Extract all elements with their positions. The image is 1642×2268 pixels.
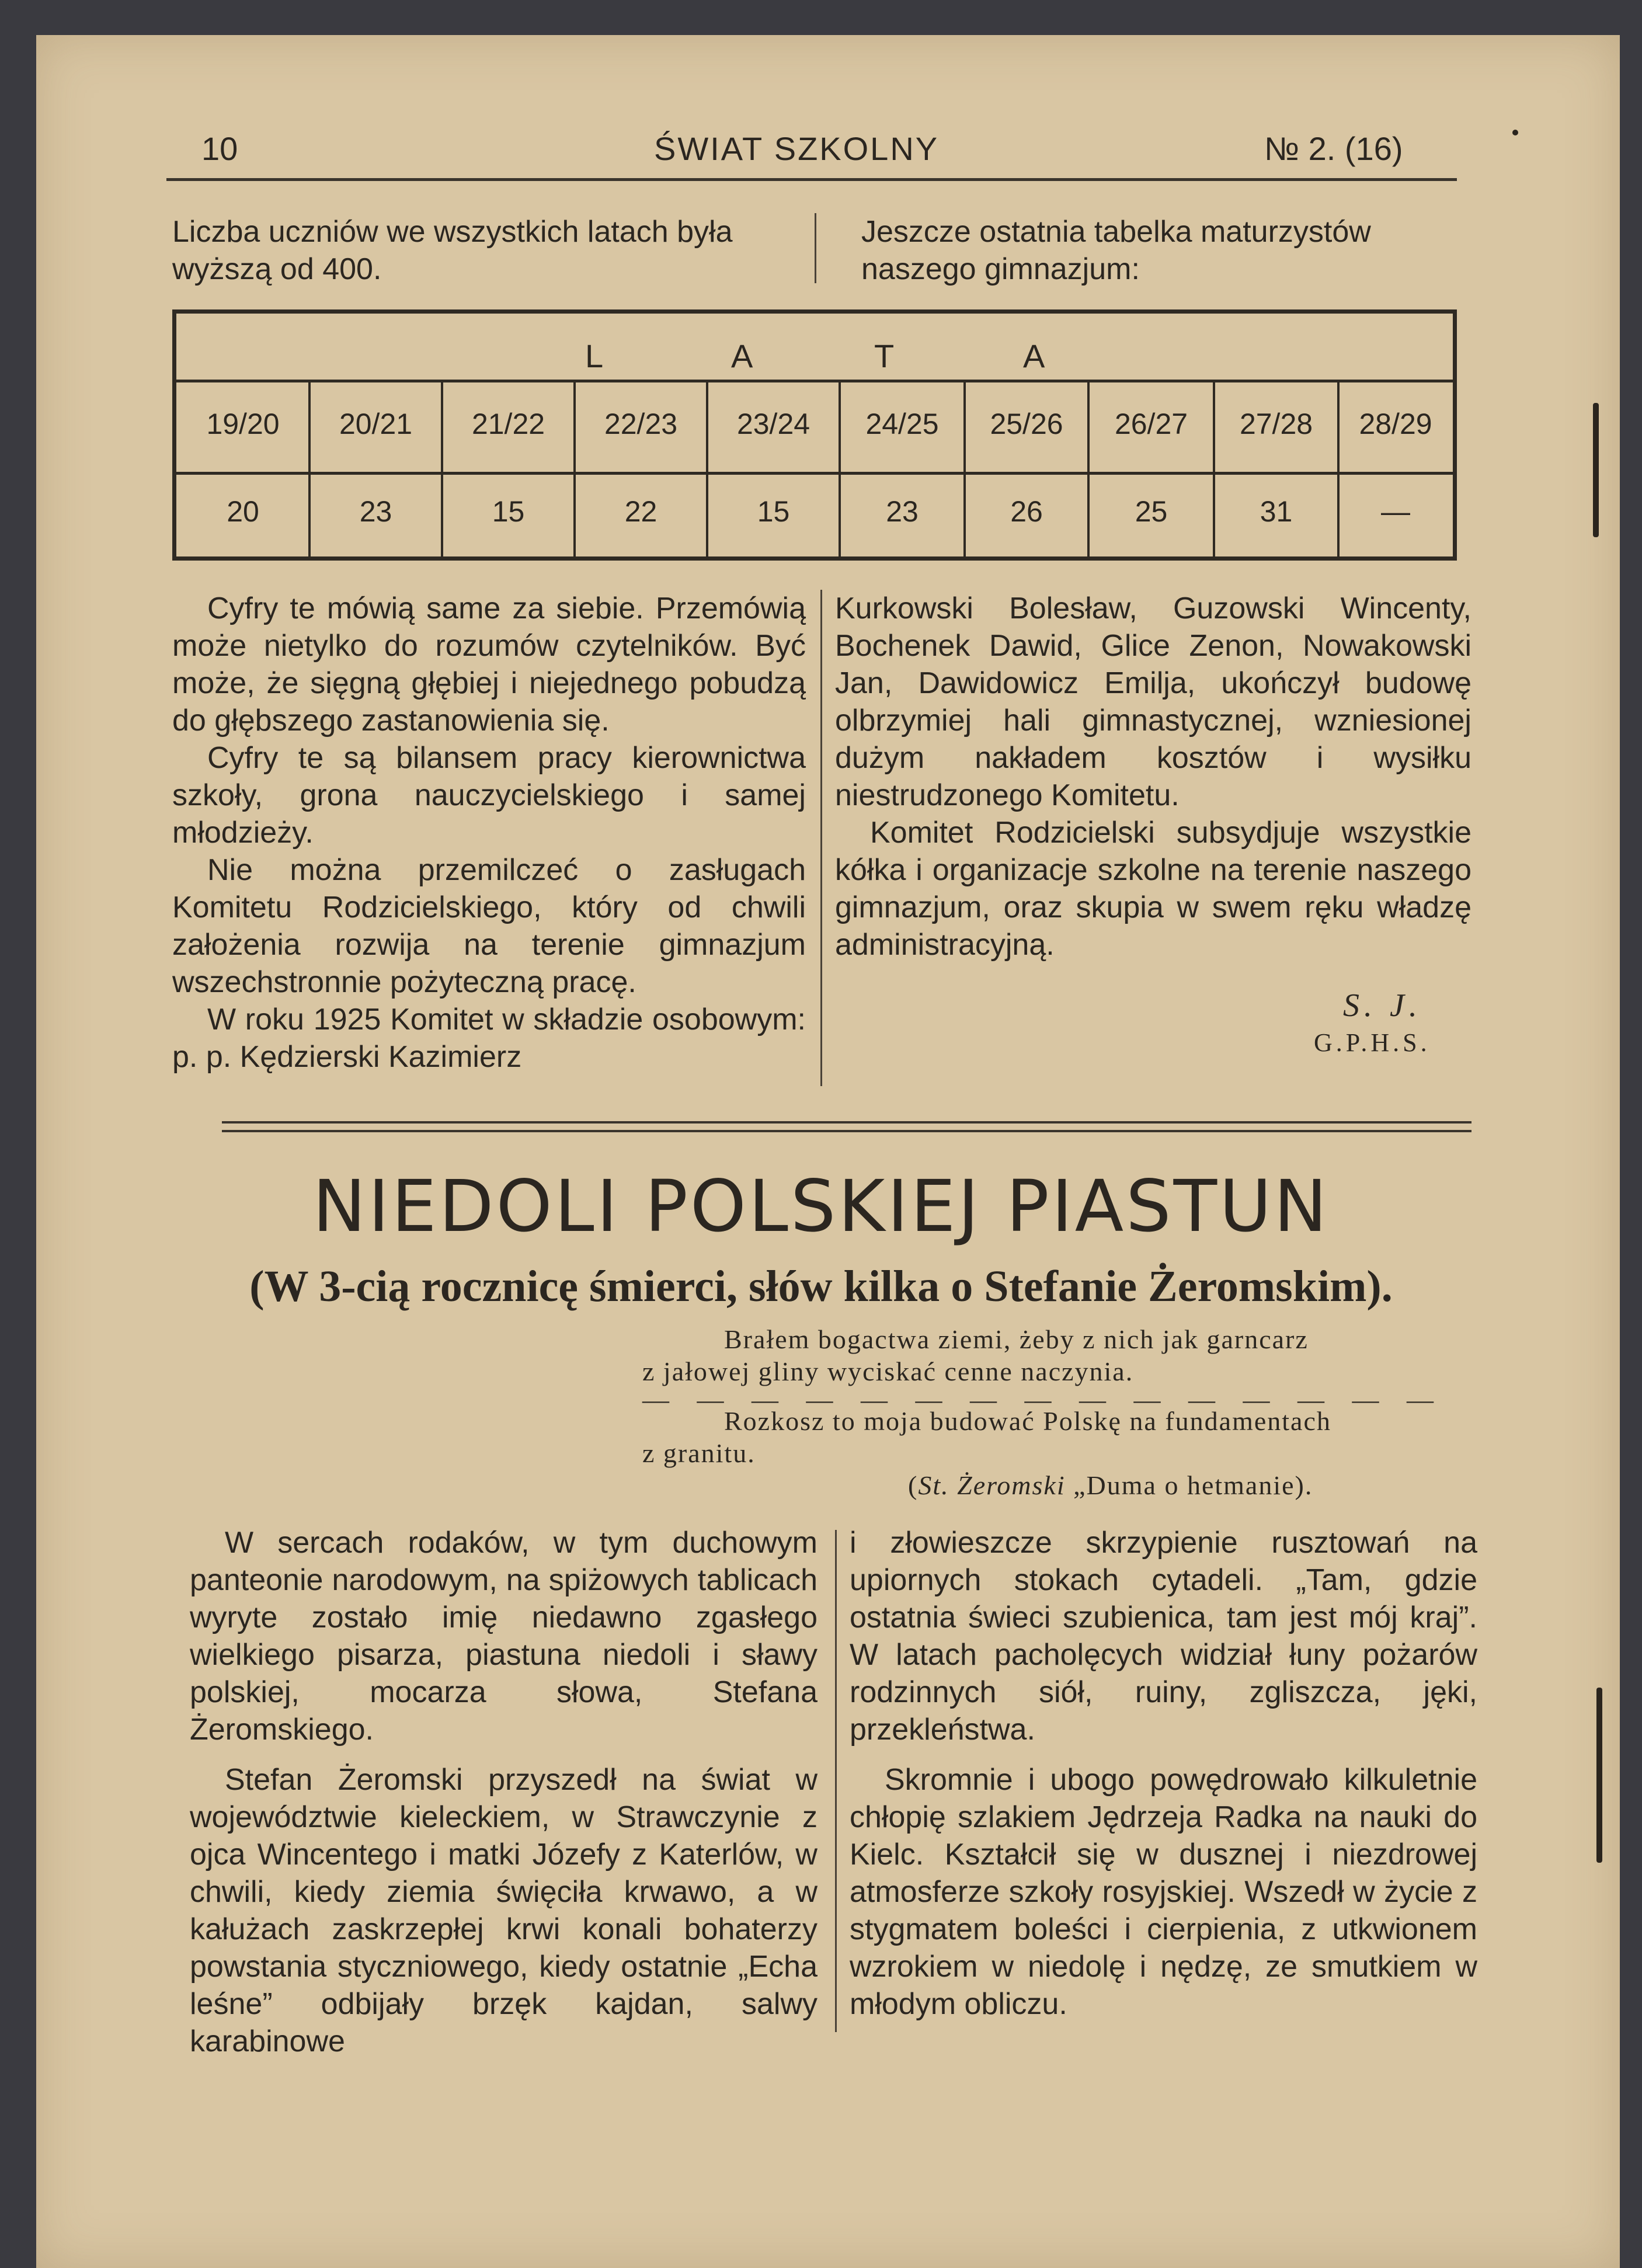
table-column-rule	[1087, 380, 1090, 556]
article-left-column	[190, 1524, 817, 2060]
count-cell: 22	[624, 495, 658, 528]
paragraph: Nie można przemilczeć o zasługach Komitetu Rodzicielskiego, który od chwili założenia rozwija na terenie gimnazjum wszechstronnie pożyteczną pracę.	[172, 853, 806, 999]
table-column-rule	[308, 380, 311, 556]
count-cell: 23	[359, 495, 392, 528]
count-cell: 20	[227, 495, 259, 528]
intro-left: Liczba uczniów we wszystkich latach była wyższą od 400.	[172, 215, 733, 286]
column-divider	[835, 1530, 837, 2032]
section-rule	[222, 1121, 1471, 1123]
ink-speck	[1512, 130, 1518, 135]
column-divider	[820, 590, 822, 1086]
count-cell: 15	[757, 495, 790, 528]
count-cell: 23	[886, 495, 919, 528]
epigraph-line: Rozkosz to moja budować Polskę na fundamentach	[724, 1406, 1331, 1436]
year-cell: 27/28	[1239, 408, 1313, 440]
epigraph-line: z jałowej gliny wyciskać cenne naczynia.	[642, 1356, 1134, 1386]
table-rule	[176, 380, 1453, 382]
right-column	[835, 590, 1471, 963]
article-right-column	[850, 1524, 1477, 2023]
graduates-table	[172, 309, 1457, 561]
year-cell: 23/24	[736, 408, 810, 440]
issue-number: № 2. (16)	[1264, 130, 1403, 167]
paragraph: Stefan Żeromski przyszedł na świat w województwie kieleckiem, w Strawczynie z ojca Wincentego i matki Józefy z Katerlów, w chwili, kiedy ziemia święciła krwawo, a w kałużach zaskrzepłej krwi konali bohaterzy powstania styczniowego, kiedy ostatnie „Echa leśne” odbijały brzęk kajdan, salwy karabinowe	[190, 1763, 817, 2058]
year-cell: 28/29	[1359, 408, 1432, 440]
count-cell: 15	[492, 495, 525, 528]
paragraph: W sercach rodaków, w tym duchowym panteonie narodowym, na spiżowych tablicach wyryte zostało imię niedawno zgasłego wielkiego pisarza, piastuna niedoli i sławy polskiej, mocarza słowa, Stefana Żeromskiego.	[190, 1526, 817, 1747]
count-cell: 26	[1010, 495, 1043, 528]
table-column-rule	[1337, 380, 1340, 556]
intro-divider	[815, 213, 816, 283]
article-title: NIEDOLI POLSKIEJ PIASTUN	[312, 1165, 1330, 1248]
heading-letter: A	[731, 338, 754, 374]
table-column-rule	[1213, 380, 1215, 556]
organization: G.P.H.S.	[1314, 1028, 1431, 1057]
heading-letter: L	[585, 338, 605, 374]
table-column-rule	[839, 380, 841, 556]
left-column	[172, 590, 806, 1076]
table-column-rule	[963, 380, 966, 556]
year-cell: 24/25	[865, 408, 939, 440]
table-column-rule	[706, 380, 708, 556]
year-cell: 25/26	[990, 408, 1063, 440]
binding-thread	[1593, 403, 1599, 537]
epigraph-line: Brałem bogactwa ziemi, żeby z nich jak garncarz	[724, 1324, 1309, 1354]
year-cell: 26/27	[1114, 408, 1188, 440]
journal-title: ŚWIAT SZKOLNY	[654, 130, 940, 167]
paragraph: Komitet Rodzicielski subsydjuje wszystkie kółka i organizacje szkolne na terenie naszego gimnazjum, oraz skupia w swem ręku władzę administracyjną.	[835, 816, 1471, 962]
article-subtitle: (W 3-cią rocznicę śmierci, słów kilka o Stefanie Żeromskim).	[249, 1262, 1393, 1311]
paragraph: i złowieszcze skrzypienie rusztowań na upiornych stokach cytadeli. „Tam, gdzie ostatnia świeci szubienica, tam jest mój kraj”. W latach pacholęcych widział łuny pożarów rodzinnych siół, ruiny, zgliszcza, jęki, przekleństwa.	[850, 1526, 1477, 1747]
epigraph-line: z granitu.	[642, 1438, 756, 1468]
section-rule	[222, 1130, 1471, 1132]
paragraph: Skromnie i ubogo powędrowało kilkuletnie chłopię szlakiem Jędrzeja Radka na nauki do Kielc. Kształcił się w dusznej i niezdrowej atmosferze szkoły rosyjskiej. Wszedł w życie z stygmatem boleści i cierpienia, z utkwionem wzrokiem w niedolę i nędzę, ze smutkiem w młodym obliczu.	[850, 1763, 1477, 2021]
year-cell: 22/23	[604, 408, 678, 440]
epigraph-title: „Duma o hetmanie).	[1073, 1470, 1313, 1500]
table-rule	[176, 472, 1453, 475]
count-cell: 25	[1135, 495, 1168, 528]
author-initials: S. J.	[1343, 987, 1422, 1024]
count-cell: —	[1381, 495, 1410, 528]
heading-letter: T	[874, 338, 896, 374]
intro-right: Jeszcze ostatnia tabelka maturzystów naszego gimnazjum:	[861, 215, 1371, 286]
year-cell: 21/22	[471, 408, 545, 440]
heading-letter: A	[1023, 338, 1046, 374]
epigraph-separator: — — — — — — — — — — — — — — —	[642, 1385, 1444, 1414]
epigraph-source: (St. Żeromski „Duma o hetmanie).	[908, 1470, 1313, 1500]
count-cell: 31	[1260, 495, 1293, 528]
page-number: 10	[201, 130, 238, 167]
epigraph-author: St. Żeromski	[918, 1470, 1066, 1500]
binding-thread	[1596, 1688, 1602, 1863]
table-column-rule	[573, 380, 576, 556]
header-rule	[166, 178, 1457, 181]
year-cell: 19/20	[206, 408, 280, 440]
paragraph: Kurkowski Bolesław, Guzowski Wincenty, Bochenek Dawid, Glice Zenon, Nowakowski Jan, Dawidowicz Emilja, ukończył budowę olbrzymiej hali gimnastycznej, wzniesionej dużym nakładem kosztów i wysiłku niestrudzonego Komitetu.	[835, 592, 1471, 812]
paragraph: W roku 1925 Komitet w składzie osobowym: p. p. Kędzierski Kazimierz	[172, 1003, 806, 1074]
paragraph: Cyfry te mówią same za siebie. Przemówią może nietylko do rozumów czytelników. Być może, że sięgną głębiej i niejednego pobudzą do głębszego zastanowienia się.	[172, 592, 806, 738]
year-cell: 20/21	[339, 408, 413, 440]
paragraph: Cyfry te są bilansem pracy kierownictwa szkoły, grona nauczycielskiego i samej młodzieży.	[172, 741, 806, 850]
table-column-rule	[441, 380, 443, 556]
